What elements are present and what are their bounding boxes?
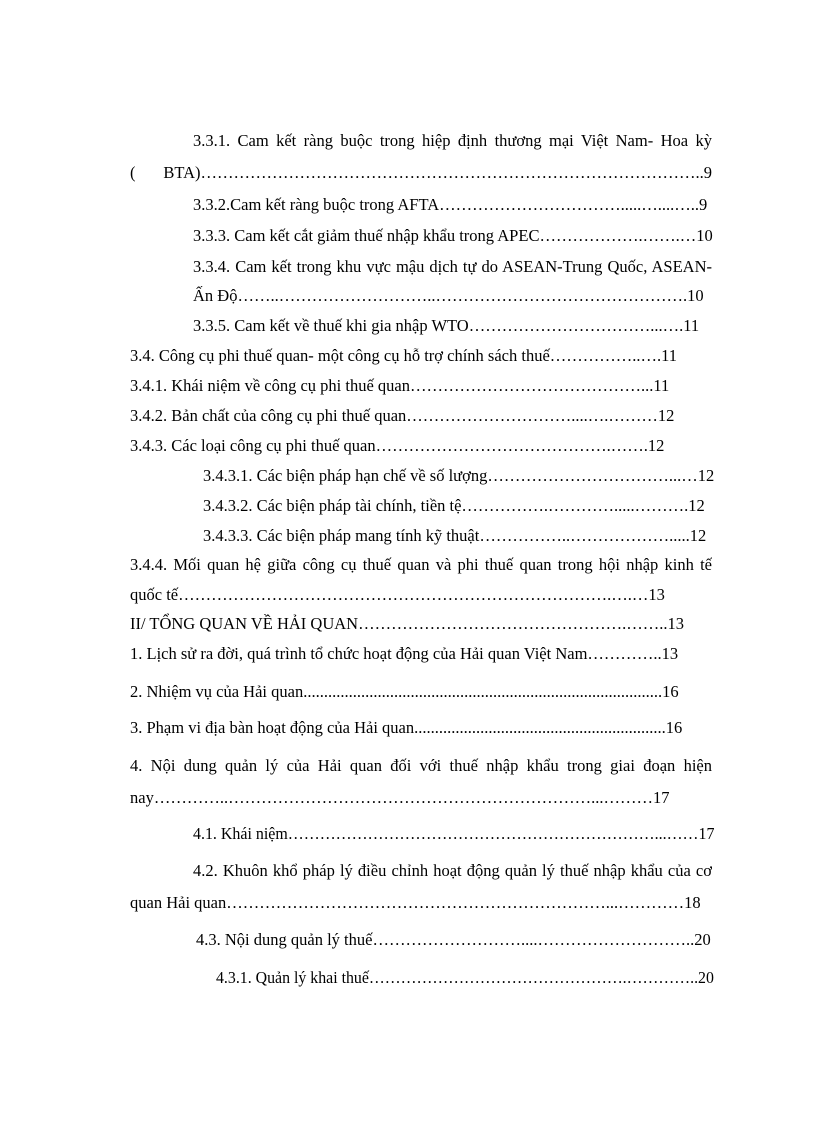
toc-entry: 3.3.2.Cam kết ràng buộc trong AFTA…………………………….....…....…..9 <box>193 195 708 214</box>
toc-entry: 2. Nhiệm vụ của Hải quan.......................................................................................16 <box>130 682 679 701</box>
toc-entry: nay…………..…………………………………………………………...………17 <box>130 788 670 807</box>
toc-entry: 3.4.4. Mối quan hệ giữa công cụ thuế quan và phi thuế quan trong hội nhập kinh tế <box>130 555 712 574</box>
toc-entry: 4.1. Khái niệm……………………………………………………………...……17 <box>193 824 715 843</box>
toc-entry: 3.4.3.1. Các biện pháp hạn chế về số lượng……………………………...…12 <box>203 466 715 485</box>
toc-entry: ( BTA)………………………………………………………………………………..9 <box>130 163 712 182</box>
toc-entry: 3.3.1. Cam kết ràng buộc trong hiệp định thương mại Việt Nam- Hoa kỳ <box>193 131 712 150</box>
toc-entry: 4.3. Nội dung quản lý thuế………………………....………………………..20 <box>196 930 711 949</box>
toc-entry: quốc tế…………………………………………………………………….….…13 <box>130 585 665 604</box>
toc-entry: Ấn Độ……..………………………..……………………………………….10 <box>193 286 704 305</box>
toc-entry: 4. Nội dung quản lý của Hải quan đối với thuế nhập khẩu trong giai đoạn hiện <box>130 756 712 775</box>
toc-entry: 3.4.3.2. Các biện pháp tài chính, tiền tệ…………….………….....……….12 <box>203 496 705 515</box>
toc-entry: 3.4.2. Bản chất của công cụ phi thuế quan…………………………....….………12 <box>130 406 675 425</box>
toc-entry: 3.4.3.3. Các biện pháp mang tính kỹ thuật……………..……………….....12 <box>203 526 707 545</box>
toc-entry: 3. Phạm vi địa bàn hoạt động của Hải quan.............................................................16 <box>130 718 683 737</box>
toc-entry: 4.2. Khuôn khổ pháp lý điều chỉnh hoạt động quản lý thuế nhập khẩu của cơ <box>193 861 712 880</box>
toc-entry: 3.4. Công cụ phi thuế quan- một công cụ hỗ trợ chính sách thuế……………..….11 <box>130 346 678 365</box>
toc-entry: 3.4.3. Các loại công cụ phi thuế quan…………………………………….…….12 <box>130 436 665 455</box>
toc-entry: quan Hải quan……………………………………………………………...…………18 <box>130 893 701 912</box>
toc-entry: 3.3.3. Cam kết cắt giảm thuế nhập khẩu trong APEC……………….…….…10 <box>193 226 713 245</box>
toc-entry: II/ TỔNG QUAN VỀ HẢI QUAN………………………………………….……..13 <box>130 614 684 633</box>
toc-entry: 3.3.5. Cam kết về thuế khi gia nhập WTO……………………………...….11 <box>193 316 700 335</box>
toc-entry: 1. Lịch sử ra đời, quá trình tổ chức hoạt động của Hải quan Việt Nam…………..13 <box>130 644 679 663</box>
toc-entry: 3.3.4. Cam kết trong khu vực mậu dịch tự do ASEAN-Trung Quốc, ASEAN- <box>193 257 712 276</box>
toc-entry: 4.3.1. Quản lý khai thuế………………………………………….…………..20 <box>216 968 714 987</box>
toc-entry: 3.4.1. Khái niệm về công cụ phi thuế quan……………………………………...11 <box>130 376 670 395</box>
